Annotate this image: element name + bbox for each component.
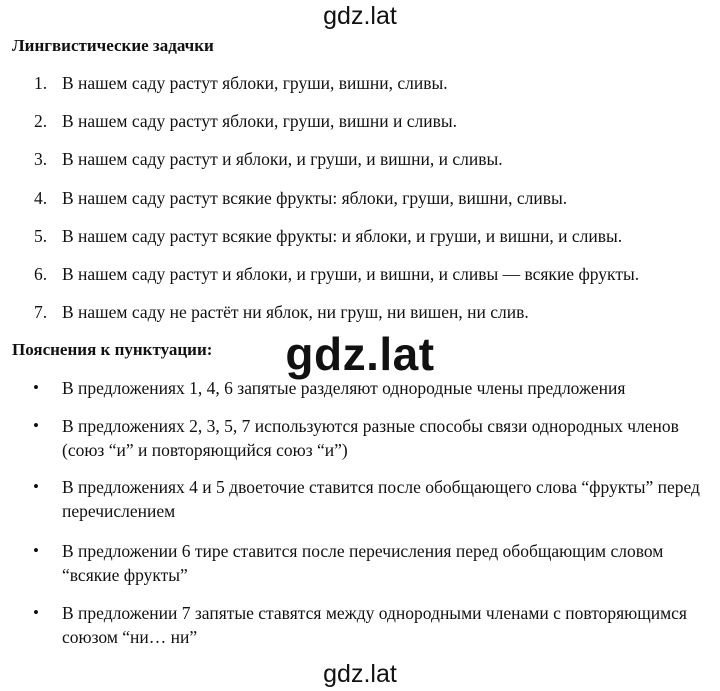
bullet-item — [0, 414, 720, 475]
bullet-dot-icon: • — [33, 378, 39, 397]
list-item-number: 3. — [34, 149, 48, 170]
list-item-text: В нашем саду растут всякие фрукты: яблоки, груши, вишни, сливы. — [62, 187, 568, 208]
list-item-number: 6. — [34, 263, 48, 284]
list-item-number: 5. — [34, 225, 48, 246]
section-title-punctuation-notes: Пояснения к пунктуации: — [12, 340, 213, 359]
bullet-item-text: В предложениях 4 и 5 двоеточие ставится после обобщающего слова “фрукты” перед перечислением — [62, 477, 700, 521]
watermark-bottom: gdz.lat — [323, 660, 397, 688]
section-title-linguistic-tasks: Лингвистические задачки — [12, 36, 214, 55]
list-item-number: 7. — [34, 302, 48, 323]
bullet-item-text: В предложении 7 запятые ставятся между однородными членами с повторяющимся союзом “ни… ни” — [62, 603, 687, 647]
list-item-text: В нашем саду растут яблоки, груши, вишни, сливы. — [62, 73, 448, 93]
bullet-item — [0, 539, 720, 601]
bullet-dot-icon: • — [33, 416, 39, 435]
list-item-text: В нашем саду растут всякие фрукты: и яблоки, и груши, и вишни, и сливы. — [62, 225, 623, 246]
bullet-item — [0, 475, 720, 539]
explanation-list — [0, 376, 720, 657]
list-item-number: 4. — [34, 187, 48, 208]
bullet-item — [0, 601, 720, 657]
bullet-dot-icon: • — [33, 603, 39, 622]
list-item-number: 1. — [34, 73, 48, 93]
list-item-text: В нашем саду не растёт ни яблок, ни груш, ни вишен, ни слив. — [62, 302, 529, 323]
watermark-middle: gdz.lat — [285, 328, 435, 380]
bullet-item-text: В предложениях 1, 4, 6 запятые разделяют однородные члены предложения — [62, 378, 626, 398]
list-item-number: 2. — [34, 111, 48, 132]
list-item-text: В нашем саду растут и яблоки, и груши, и вишни, и сливы. — [62, 149, 503, 170]
bullet-item-text: В предложениях 2, 3, 5, 7 используются разные способы связи однородных членов (союз “и” и повторяющийся союз “и”) — [62, 416, 679, 460]
bullet-item-text: В предложении 6 тире ставится после перечисления перед обобщающим словом “всякие фрукты” — [62, 541, 664, 585]
bullet-dot-icon: • — [33, 541, 39, 560]
bullet-dot-icon: • — [33, 477, 39, 496]
bullet-item — [0, 376, 720, 414]
list-item-text: В нашем саду растут яблоки, груши, вишни и сливы. — [62, 111, 457, 132]
list-item-text: В нашем саду растут и яблоки, и груши, и вишни, и сливы — всякие фрукты. — [62, 263, 640, 284]
watermark-top: gdz.lat — [323, 2, 397, 30]
